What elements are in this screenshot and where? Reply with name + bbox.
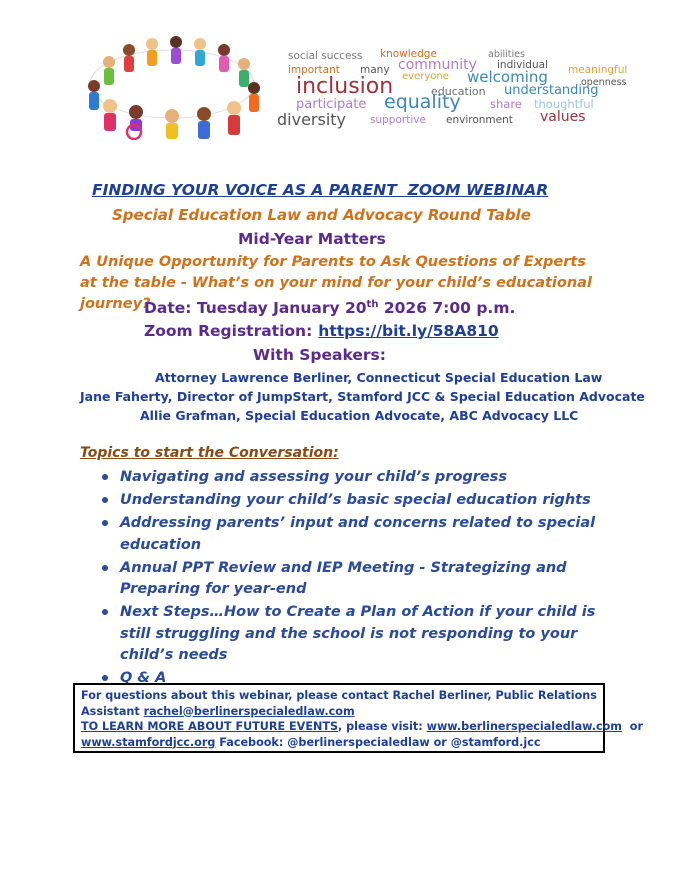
- child-figure-13: [103, 99, 117, 131]
- word-cloud-word: diversity: [277, 110, 347, 129]
- contact-line-2: [81, 704, 597, 720]
- topic-text: Understanding your child’s basic special education rights: [120, 492, 591, 508]
- word-cloud-word: important: [288, 64, 340, 76]
- word-cloud-word: welcoming: [467, 68, 548, 86]
- topic-text: Addressing parents’ input and concerns related to special education: [120, 515, 596, 553]
- future-events-link[interactable]: TO LEARN MORE ABOUT FUTURE EVENTS: [81, 720, 339, 733]
- word-cloud-word: share: [490, 97, 522, 111]
- word-cloud-word: supportive: [370, 114, 426, 126]
- topics-heading: Topics to start the Conversation:: [80, 445, 339, 461]
- contact-text: For questions about this webinar, please contact Rachel Berliner, Public Relations: [81, 689, 597, 702]
- contact-line-3: [81, 719, 643, 735]
- contact-prefix: Assistant: [81, 704, 144, 718]
- word-cloud-word: knowledge: [380, 48, 437, 60]
- page-title: FINDING YOUR VOICE AS A PARENT ZOOM WEBINAR: [92, 181, 549, 199]
- word-cloud-word: inclusion: [296, 74, 394, 99]
- speakers-heading: With Speakers:: [253, 346, 386, 364]
- word-cloud-word: everyone: [402, 71, 449, 82]
- topic-text: Q & A: [120, 670, 167, 686]
- word-cloud-word: social success: [288, 50, 363, 62]
- zoom-label: Zoom Registration:: [144, 322, 313, 340]
- child-figure-8: [238, 58, 250, 87]
- event-tagline: Mid-Year Matters: [238, 230, 386, 248]
- child-figure-12: [165, 109, 179, 139]
- word-cloud-word: values: [540, 109, 586, 125]
- word-cloud-word: openness: [581, 77, 627, 88]
- children-circle-illustration: [64, 28, 294, 140]
- event-date: [144, 299, 515, 317]
- visit-text: , please visit:: [338, 720, 427, 733]
- contact-line-4: [81, 735, 597, 751]
- speaker-item: Allie Grafman, Special Education Advocate, ABC Advocacy LLC: [140, 408, 579, 423]
- zoom-registration: [144, 322, 499, 340]
- date-text: Date: Tuesday January 20: [144, 299, 367, 318]
- word-cloud-word: education: [431, 85, 486, 98]
- speaker-item: Jane Faherty, Director of JumpStart, Stamford JCC & Special Education Advocate: [80, 389, 645, 404]
- topic-item: [100, 558, 620, 601]
- topic-item: [100, 490, 620, 512]
- berliner-website-link[interactable]: www.berlinerspecialedlaw.com: [426, 720, 622, 733]
- bullet-icon: [102, 520, 108, 526]
- word-cloud-word: environment: [446, 114, 513, 126]
- child-figure-6: [194, 38, 206, 66]
- word-cloud-word: participate: [296, 97, 367, 112]
- topic-text: Next Steps…How to Create a Plan of Action if your child is still struggling and the school is not responding to your child’s needs: [120, 604, 596, 663]
- child-figure-1: [88, 80, 100, 110]
- topic-item: [100, 467, 620, 489]
- word-cloud-word: abilities: [488, 49, 525, 60]
- speaker-item: Attorney Lawrence Berliner, Connecticut Special Education Law: [155, 370, 603, 385]
- word-cloud-word: many: [360, 64, 390, 76]
- topic-item: [100, 513, 620, 556]
- facebook-text: Facebook: @berlinerspecialedlaw or @stamford.jcc: [215, 735, 541, 749]
- event-subtitle: Special Education Law and Advocacy Round Table: [112, 206, 531, 224]
- child-figure-3: [123, 44, 135, 72]
- child-figure-11: [197, 107, 211, 139]
- stamfordjcc-website-link[interactable]: www.stamfordjcc.org: [81, 735, 216, 749]
- wheelchair-figure: [127, 105, 143, 139]
- child-figure-5: [170, 36, 182, 64]
- date-ordinal: th: [366, 299, 379, 310]
- word-cloud-word: equality: [384, 91, 461, 113]
- child-figure-2: [103, 56, 115, 85]
- header-banner: [64, 28, 654, 140]
- word-cloud-word: community: [398, 57, 477, 73]
- bullet-icon: [102, 474, 108, 480]
- word-cloud-word: understanding: [504, 83, 599, 98]
- child-figure-7: [218, 44, 230, 72]
- word-cloud-word: individual: [497, 59, 548, 71]
- bullet-icon: [102, 675, 108, 681]
- word-cloud-word: meaningful: [568, 64, 628, 76]
- bullet-icon: [102, 565, 108, 571]
- topics-list: [100, 467, 620, 691]
- word-cloud-word: thoughtful: [534, 97, 594, 111]
- or-text: or: [621, 720, 643, 733]
- contact-line-1: [81, 688, 597, 704]
- topic-text: Annual PPT Review and IEP Meeting - Strategizing and Preparing for year-end: [120, 559, 567, 597]
- zoom-registration-link[interactable]: https://bit.ly/58A810: [318, 322, 499, 340]
- topic-item: [100, 602, 620, 667]
- child-figure-9: [248, 82, 260, 112]
- contact-info-box: [73, 683, 643, 753]
- child-figure-10: [227, 101, 241, 135]
- contact-email-link[interactable]: rachel@berlinerspecialedlaw.com: [143, 704, 355, 718]
- event-intro: A Unique Opportunity for Parents to Ask Questions of Experts at the table - What’s on your mind for your child’s educational journey?: [80, 254, 592, 312]
- bullet-icon: [102, 609, 108, 615]
- topic-text: Navigating and assessing your child’s progress: [120, 469, 508, 485]
- bullet-icon: [102, 497, 108, 503]
- date-time: 2026 7:00 p.m.: [378, 299, 516, 318]
- child-figure-4: [146, 38, 158, 66]
